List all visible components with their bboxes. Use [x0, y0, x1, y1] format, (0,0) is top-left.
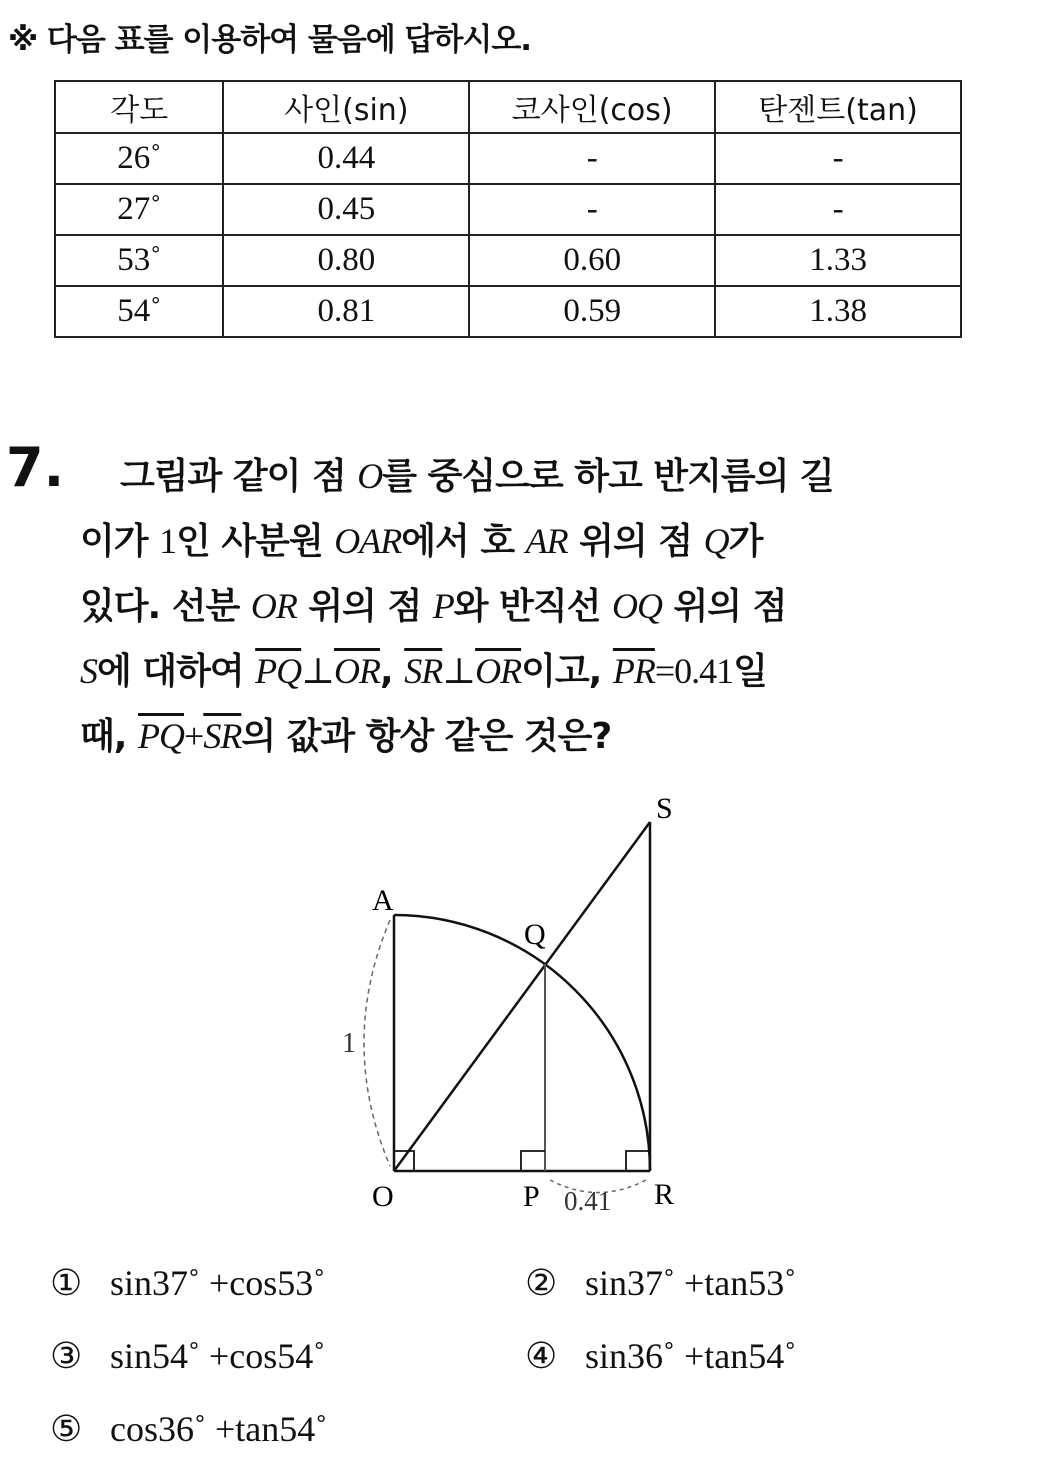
choice-number: ③ — [50, 1336, 83, 1376]
segment-or: $\overline{OR}$ — [334, 651, 381, 691]
table-cell: 27˚ — [55, 184, 223, 235]
choice-expression: sin54˚ +cos54˚ — [110, 1336, 326, 1376]
segment-or: $\overline{OR}$ — [475, 651, 522, 691]
table-cell: 0.60 — [469, 235, 715, 286]
question-text: 그림과 같이 점 — [120, 456, 358, 497]
table-row — [55, 286, 961, 337]
table-cell: 1.38 — [715, 286, 961, 337]
choice-2[interactable] — [525, 1262, 796, 1304]
label-q: Q — [524, 918, 546, 951]
math-number: 1 — [159, 521, 177, 561]
label-r: R — [654, 1178, 675, 1211]
choice-4[interactable] — [525, 1335, 796, 1377]
header-angle: 각도 — [55, 81, 223, 133]
choice-3[interactable] — [50, 1335, 325, 1377]
question-text: 위의 점 — [661, 586, 787, 627]
math-symbol: P — [432, 586, 454, 626]
segment-sr: $\overline{SR}$ — [203, 716, 242, 756]
table-cell: 53˚ — [55, 235, 223, 286]
table-cell: - — [715, 133, 961, 184]
choice-1[interactable] — [50, 1262, 325, 1304]
choice-number: ② — [525, 1263, 558, 1303]
header-cos: 코사인(cos) — [469, 81, 715, 133]
math-symbol: OQ — [611, 586, 662, 626]
right-angle-mark-r — [626, 1151, 650, 1171]
table-cell: 0.44 — [223, 133, 469, 184]
radius-brace — [364, 920, 390, 1166]
choice-expression: cos36˚ +tan54˚ — [110, 1409, 328, 1449]
equals-symbol: = — [654, 651, 675, 691]
segment-pr: $\overline{PR}$ — [612, 651, 655, 691]
question-text: 위의 점 — [296, 586, 433, 627]
table-cell: 54˚ — [55, 286, 223, 337]
arc-ar — [394, 915, 650, 1171]
question-line-2 — [80, 513, 762, 564]
plus-symbol: + — [184, 716, 204, 756]
question-text: 이고, — [521, 651, 613, 692]
perpendicular-symbol: ⊥ — [301, 651, 335, 691]
segment-pq: $\overline{PQ}$ — [138, 716, 184, 756]
table-cell: 0.81 — [223, 286, 469, 337]
table-row — [55, 235, 961, 286]
math-number: 0.41 — [674, 651, 734, 691]
math-symbol: OR — [250, 586, 297, 626]
question-number: 7. — [6, 436, 65, 499]
label-p: P — [523, 1180, 540, 1213]
table-cell: 0.80 — [223, 235, 469, 286]
math-symbol: AR — [525, 521, 568, 561]
question-text: 때, — [80, 716, 138, 757]
question-text: 이가 — [80, 521, 160, 562]
question-text: 와 반직선 — [453, 586, 612, 627]
question-text: 를 중심으로 하고 반지름의 길 — [382, 456, 834, 497]
choice-number: ④ — [525, 1336, 558, 1376]
question-text: 의 값과 항상 같은 것은? — [241, 716, 612, 757]
math-symbol: O — [357, 456, 383, 496]
segment-pq: $\overline{PQ}$ — [255, 651, 302, 691]
table-cell: - — [469, 133, 715, 184]
choice-number: ⑤ — [50, 1409, 83, 1449]
table-row — [55, 184, 961, 235]
choice-expression: sin37˚ +cos53˚ — [110, 1263, 326, 1303]
right-angle-mark-p — [521, 1151, 545, 1171]
question-line-1 — [120, 448, 834, 499]
trig-table — [54, 80, 962, 338]
table-cell: 1.33 — [715, 235, 961, 286]
table-header-row — [55, 81, 961, 133]
label-a: A — [372, 884, 394, 917]
question-text: 일 — [733, 651, 767, 692]
choice-5[interactable] — [50, 1408, 327, 1450]
choice-expression: sin36˚ +tan54˚ — [585, 1336, 797, 1376]
math-symbol: OAR — [334, 521, 402, 561]
label-o: O — [372, 1180, 394, 1213]
question-text: 위의 점 — [567, 521, 704, 562]
header-tan: 탄젠트(tan) — [715, 81, 961, 133]
instruction-text: ※ 다음 표를 이용하여 물음에 답하시오. — [8, 22, 532, 58]
table-cell: 0.59 — [469, 286, 715, 337]
quarter-circle-figure — [320, 780, 720, 1220]
table-row — [55, 133, 961, 184]
question-line-3 — [80, 578, 786, 629]
question-line-5 — [80, 708, 611, 759]
label-s: S — [656, 792, 673, 825]
label-pr-length: 0.41 — [564, 1186, 612, 1216]
math-symbol: Q — [703, 521, 729, 561]
segment-sr: $\overline{SR}$ — [404, 651, 443, 691]
question-text: 에서 호 — [401, 521, 526, 562]
question-line-4 — [80, 643, 767, 694]
math-symbol: S — [80, 651, 97, 691]
ray-os — [394, 822, 650, 1171]
choice-number: ① — [50, 1263, 83, 1303]
question-text: 있다. 선분 — [80, 586, 251, 627]
question-text: 인 사분원 — [176, 521, 335, 562]
table-cell: - — [469, 184, 715, 235]
question-text: 가 — [728, 521, 763, 562]
table-cell: - — [715, 184, 961, 235]
header-sin: 사인(sin) — [223, 81, 469, 133]
table-cell: 26˚ — [55, 133, 223, 184]
question-text: , — [380, 651, 405, 692]
perpendicular-symbol: ⊥ — [442, 651, 476, 691]
table-cell: 0.45 — [223, 184, 469, 235]
choice-expression: sin37˚ +tan53˚ — [585, 1263, 797, 1303]
label-radius: 1 — [342, 1028, 356, 1059]
question-text: 에 대하여 — [97, 651, 256, 692]
